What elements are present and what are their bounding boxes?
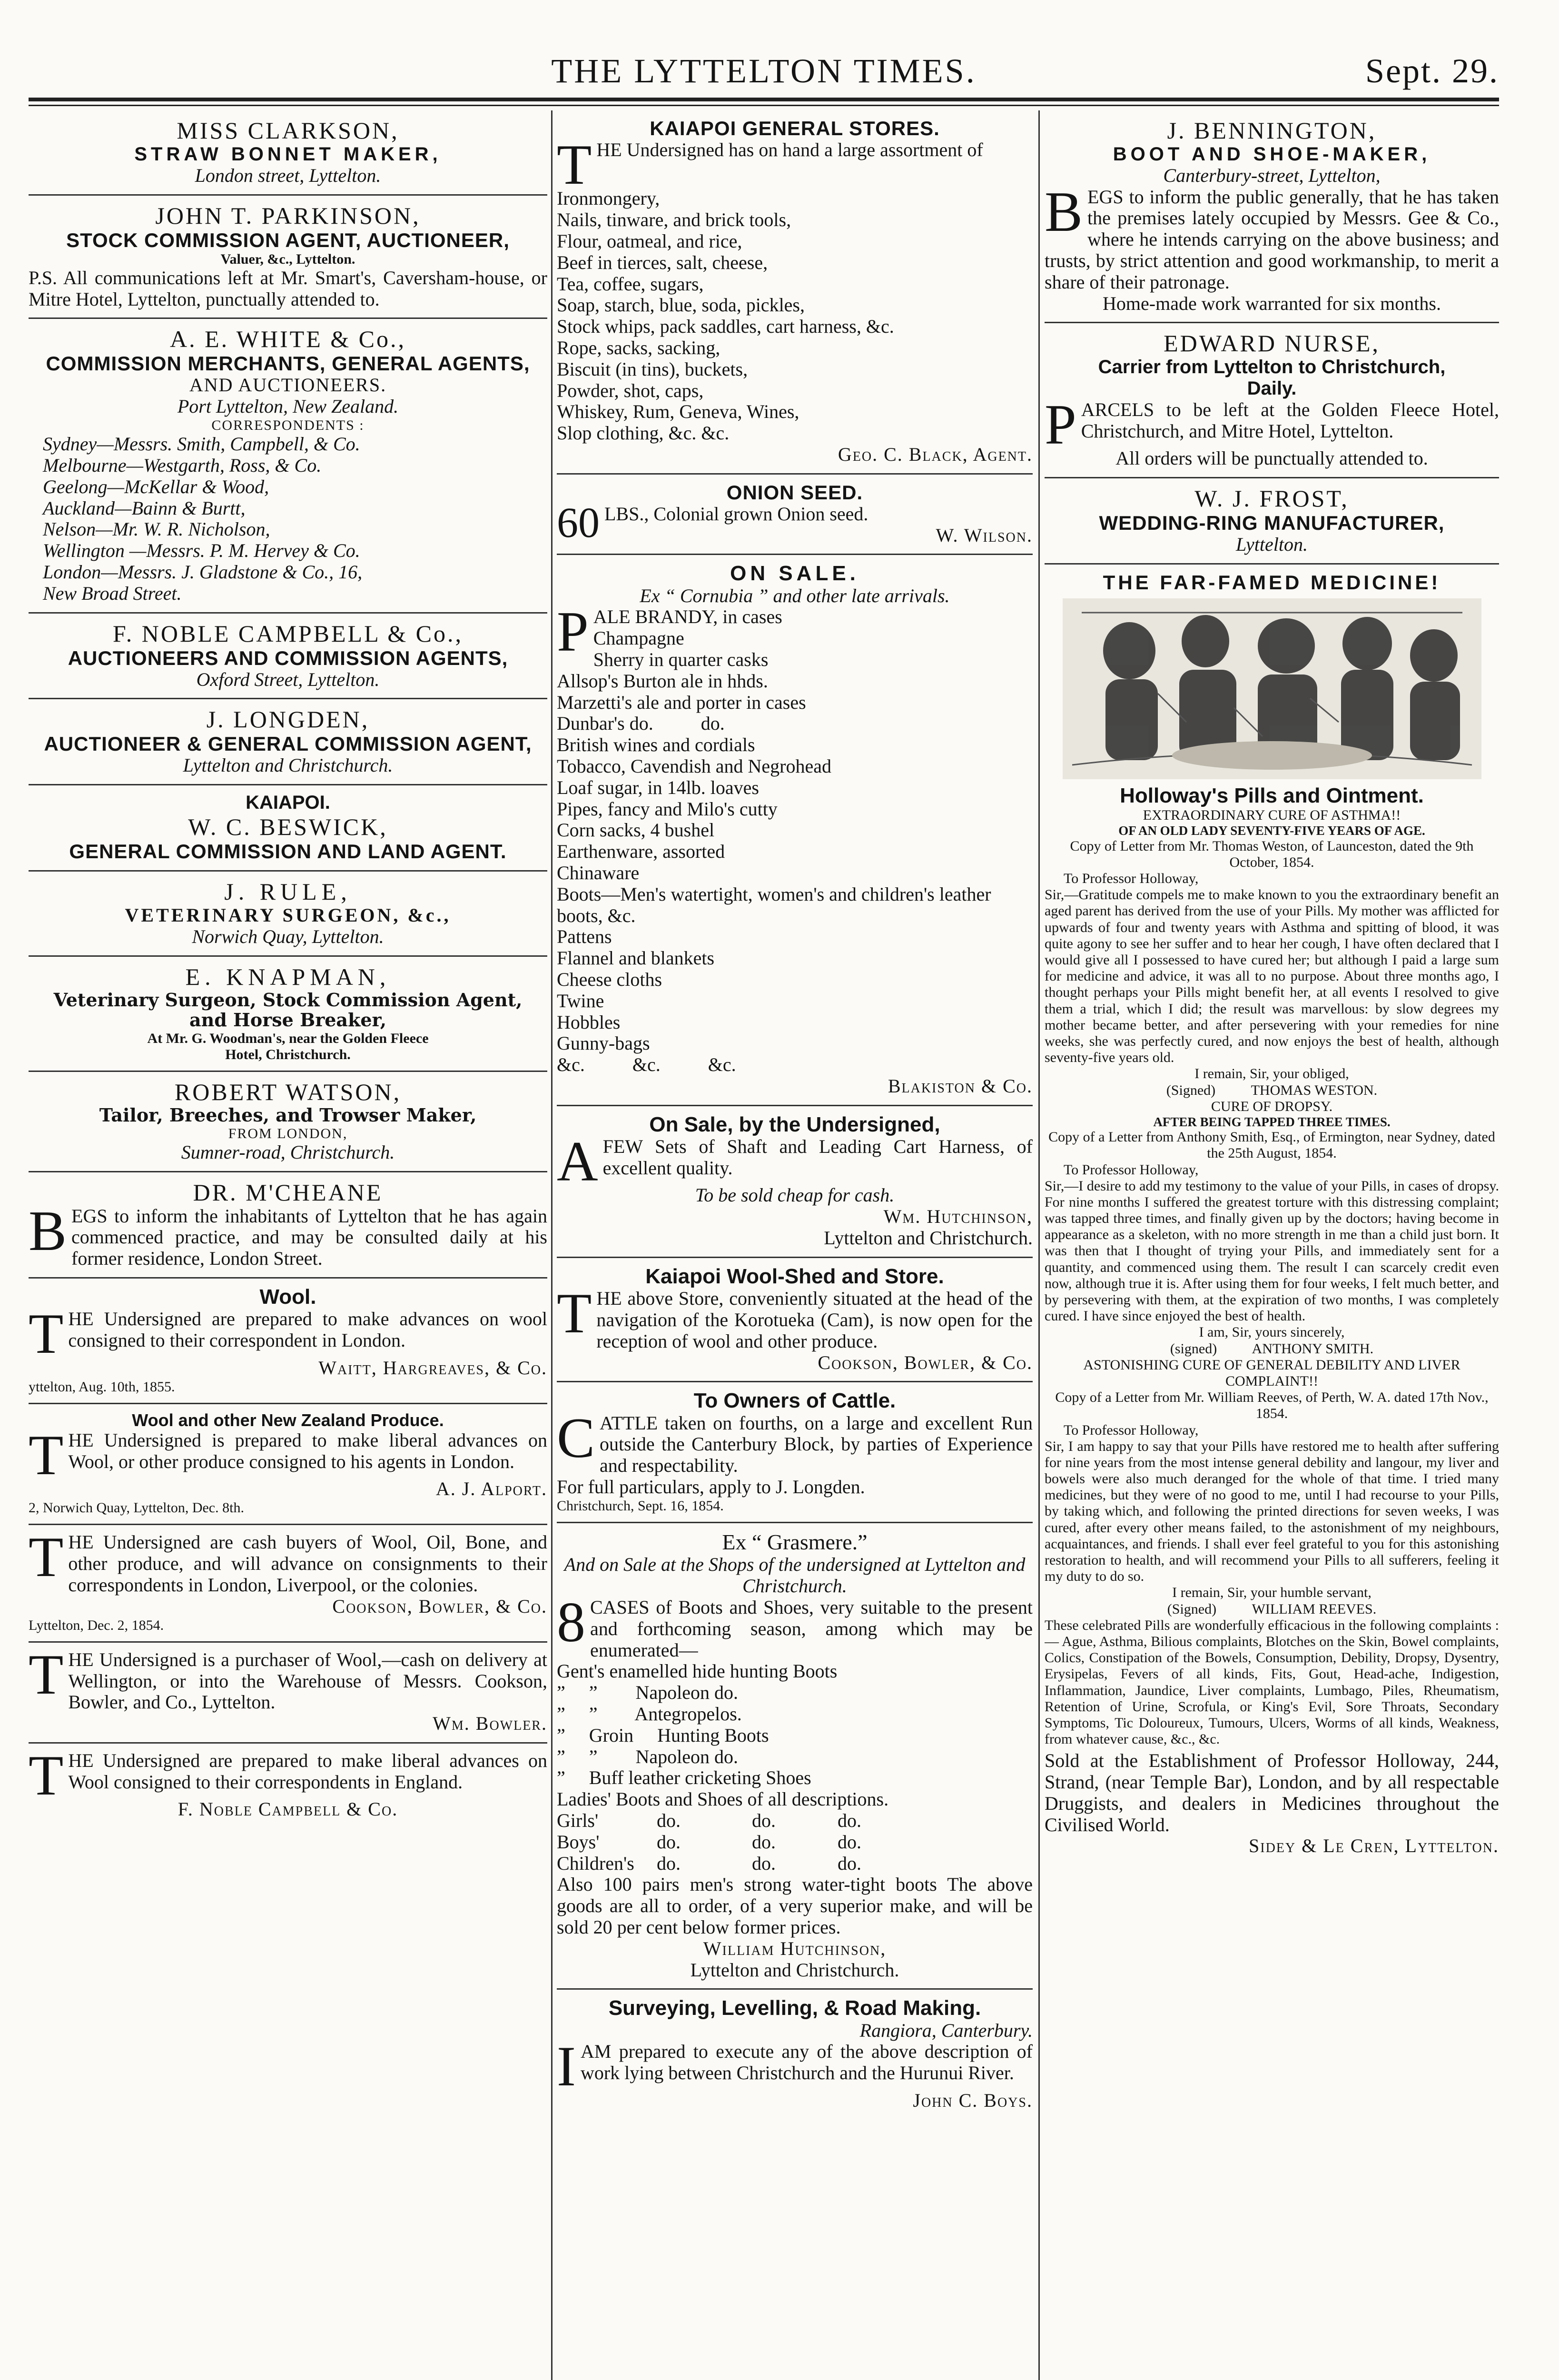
letter-signature: (Signed) THOMAS WESTON.	[1166, 1082, 1378, 1098]
advertiser-name: ROBERT WATSON,	[174, 1079, 402, 1106]
ad-text: HE Undersigned are cash buyers of Wool, Oil, Bone, and other produce, and will advance on consignments to their correspondents in London, Liverpool, or the colonies.	[68, 1531, 547, 1596]
table-cell: do.	[752, 1831, 776, 1853]
address: Hotel, Christchurch.	[225, 1046, 351, 1062]
place: KAIAPOI.	[246, 792, 330, 813]
table-cell: do.	[752, 1810, 776, 1832]
trade: and Horse Breaker,	[189, 1009, 387, 1031]
trade-sub: Daily.	[1247, 378, 1297, 399]
ad-surveying	[557, 1990, 1033, 2119]
ad-text: HE Undersigned has on hand a large assortment of	[596, 139, 983, 161]
ad-nurse	[1045, 323, 1499, 478]
ad-note: Home-made work warranted for six months.	[1103, 292, 1441, 314]
ad-text: P.S. All communications left at Mr. Smart's, Caversham-house, or Mitre Hotel, Lyttelton, punctually attended to.	[29, 267, 547, 310]
list-item: Boots—Men's watertight, women's and children's leather boots, &c.	[557, 883, 991, 926]
ad-date: yttelton, Aug. 10th, 1855.	[29, 1378, 175, 1395]
trade-sub: AND AUCTIONEERS.	[189, 374, 387, 396]
signature-place: Lyttelton and Christchurch.	[824, 1227, 1033, 1249]
ad-text: HE Undersigned is prepared to make liberal advances on Wool, or other produce consigned to his agents in London.	[68, 1429, 547, 1472]
correspondent: Auckland—Bainn & Burtt,	[43, 497, 246, 519]
correspondent: London—Messrs. J. Gladstone & Co., 16,	[43, 561, 363, 583]
list-item: Earthenware, assorted	[557, 841, 725, 863]
signature: Geo. C. Black, Agent.	[838, 443, 1033, 465]
list-item: Powder, shot, caps,	[557, 379, 704, 401]
goods-list	[557, 1661, 1033, 1810]
letter-signature: (signed) ANTHONY SMITH.	[1170, 1340, 1374, 1357]
drop-cap: P	[1045, 392, 1076, 456]
list-item: Corn sacks, 4 bushel	[557, 819, 715, 841]
list-item: ” Groin Hunting Boots	[557, 1724, 769, 1746]
advertiser-name: JOHN T. PARKINSON,	[155, 202, 421, 229]
drop-number: 8	[557, 1590, 585, 1654]
ad-parkinson	[29, 196, 547, 319]
address: Port Lyttelton, New Zealand.	[177, 396, 399, 417]
correspondent: Wellington —Messrs. P. M. Hervey & Co.	[43, 540, 360, 562]
ad-longden	[29, 699, 547, 785]
address: London street, Lyttelton.	[195, 164, 381, 186]
place: Rangiora, Canterbury.	[859, 2019, 1033, 2041]
list-item: ” Buff leather cricketing Shoes	[557, 1767, 811, 1789]
list-item: Tobacco, Cavendish and Negrohead	[557, 755, 831, 777]
list-item: Hobbles	[557, 1011, 621, 1033]
signature: Blakiston & Co.	[888, 1075, 1033, 1097]
list-item: Soap, starch, blue, soda, pickles,	[557, 294, 805, 316]
signature: John C. Boys.	[913, 2089, 1033, 2111]
list-item: Champagne	[593, 627, 684, 649]
drop-cap: B	[1045, 179, 1083, 243]
ad-text: HE Undersigned are prepared to make liberal advances on Wool consigned to their correspondents in England.	[68, 1749, 547, 1793]
ad-date: Lyttelton, Dec. 2, 1854.	[29, 1617, 164, 1633]
ad-heading: Wool.	[259, 1285, 316, 1309]
testimonial-source: Copy of Letter from Mr. Thomas Weston, of Launceston, dated the 9th October, 1854.	[1070, 838, 1474, 870]
ad-text: ARCELS to be left at the Golden Fleece Hotel, Christchurch, and Mitre Hotel, Lyttelton.	[1081, 398, 1499, 442]
ad-noble-campbell	[29, 614, 547, 700]
engraving-illustration	[1063, 598, 1481, 779]
table-cell: do.	[657, 1852, 681, 1874]
testimonial-subheading: OF AN OLD LADY SEVENTY-FIVE YEARS OF AGE.	[1118, 823, 1425, 838]
column-rule	[551, 110, 553, 2380]
salutation: To Professor Holloway,	[1064, 1422, 1199, 1438]
ad-purchaser	[29, 1643, 547, 1744]
list-item: Flannel and blankets	[557, 947, 715, 969]
list-item: Ironmongery,	[557, 188, 660, 209]
column-rule	[1038, 110, 1040, 2380]
ad-knapman	[29, 957, 547, 1072]
advertiser-name: A. E. WHITE & Co.,	[169, 326, 406, 353]
signature: F. Noble Campbell & Co.	[178, 1798, 398, 1820]
trade: Carrier from Lyttelton to Christchurch,	[1098, 357, 1446, 378]
ad-frost	[1045, 478, 1499, 565]
ad-mcheane	[29, 1172, 547, 1279]
ad-subheading: And on Sale at the Shops of the undersigned at Lyttelton and Christchurch.	[564, 1554, 1026, 1597]
trade: WEDDING-RING MANUFACTURER,	[1099, 512, 1445, 535]
list-item: ” ” Napoleon do.	[557, 1682, 739, 1704]
table-cell: do.	[752, 1852, 776, 1874]
ad-heading: To Owners of Cattle.	[693, 1389, 896, 1413]
newspaper-title: THE LYTTELTON TIMES.	[551, 52, 977, 90]
ad-wool-shed	[557, 1258, 1033, 1382]
list-item: Whiskey, Rum, Geneva, Wines,	[557, 401, 799, 423]
ad-beswick	[29, 785, 547, 872]
list-item: British wines and cordials	[557, 734, 755, 756]
ad-subheading: Ex “ Cornubia ” and other late arrivals.	[640, 585, 950, 606]
ad-heading: On Sale, by the Undersigned,	[649, 1112, 940, 1136]
trade: GENERAL COMMISSION AND LAND AGENT.	[69, 840, 507, 863]
drop-cap: T	[29, 1302, 64, 1366]
ad-text: ATTLE taken on fourths, on a large and excellent Run outside the Canterbury Block, by parties of Experience and respectability.	[600, 1412, 1033, 1477]
list-item: Gunny-bags	[557, 1032, 650, 1054]
list-item: Cheese cloths	[557, 969, 662, 991]
list-item: &c. &c. &c.	[557, 1054, 736, 1076]
signature: William Hutchinson,	[703, 1937, 887, 1959]
testimonial-letter: Sir, I am happy to say that your Pills have restored me to health after suffering for nine years from the most intense general debility and langour, my liver and bowels were also much deranged for the whole of that time. I tried many medicines, but they were of no good to me, until I had recourse to your Pills, by taking which, and following the printed directions for seven weeks, I was cured, after every other means failed, to the astonishment of my neighbours, acquaintances, and friends. I shall ever feel grateful to you for this astonishing restoration to health, and will recommend your Pills to all sufferers, feeling it my duty to do so.	[1045, 1438, 1499, 1585]
ad-text: HE above Store, conveniently situated at the head of the navigation of the Korotueka (Cam), is now open for the reception of wool and other produce.	[596, 1288, 1033, 1352]
drop-cap: I	[557, 2034, 576, 2098]
column-3	[1045, 110, 1499, 2380]
trade: Veterinary Surgeon, Stock Commission Agent,	[53, 989, 523, 1011]
advertiser-name: J. RULE,	[224, 878, 352, 905]
drop-cap: T	[29, 1423, 64, 1487]
advertiser-name: MISS CLARKSON,	[177, 117, 399, 144]
trade: STOCK COMMISSION AGENT, AUCTIONEER,	[66, 228, 510, 251]
masthead	[29, 33, 1499, 95]
ad-text: ALE BRANDY, in cases	[593, 606, 782, 628]
advertiser-name: W. C. BESWICK,	[188, 813, 388, 841]
testimonial-letter: Sir,—Gratitude compels me to make known to you the extraordinary benefit an aged parent has derived from the use of your Pills. My mother was afflicted for upwards of four and twenty years with Asthma and spitting of blood, it was quite agony to see her suffer and to hear her cough, I have often declared that I would give all I possessed to have cured her; but although I paid a large sum for medicine and advice, it was all to no purpose. About three months ago, I thought perhaps your Pills might benefit her, at all events I resolved to give them a trial, which I did; the result was marvellous: by slow degrees my mother became better, and after persevering with your remedies for nine weeks, she was perfectly cured, and now enjoys the best of health, although seventy-five years old.	[1045, 887, 1499, 1066]
signature: Wm. Bowler.	[433, 1713, 547, 1735]
advertiser-name: J. BENNINGTON,	[1167, 117, 1377, 144]
ad-subheading: To be sold cheap for cash.	[695, 1184, 895, 1206]
ad-kaiapoi-stores	[557, 110, 1033, 475]
list-item: Pattens	[557, 926, 612, 948]
testimonial-source: Copy of a Letter from Anthony Smith, Esq., of Ermington, near Sydney, dated the 25th August, 1854.	[1048, 1129, 1495, 1161]
ad-onion-seed	[557, 475, 1033, 555]
list-item: Slop clothing, &c. &c.	[557, 422, 730, 444]
drop-cap: T	[557, 1281, 592, 1345]
list-item: Stock whips, pack saddles, cart harness, &c.	[557, 316, 894, 337]
drop-number: 60	[557, 499, 600, 546]
advertiser-name: DR. M'CHEANE	[193, 1179, 383, 1206]
trade: STRAW BONNET MAKER,	[134, 144, 442, 165]
ad-banner: THE FAR-FAMED MEDICINE!	[1103, 571, 1441, 594]
list-item: Rope, sacks, sacking,	[557, 337, 720, 358]
list-item: Twine	[557, 990, 604, 1012]
goods-list	[557, 628, 1033, 1076]
goods-list	[557, 188, 1033, 444]
correspondents-heading: CORRESPONDENTS :	[211, 417, 365, 434]
correspondent: Sydney—Messrs. Smith, Campbell, & Co.	[43, 433, 360, 455]
trade: AUCTIONEER & GENERAL COMMISSION AGENT,	[44, 733, 532, 755]
ad-text: HE Undersigned are prepared to make advances on wool consigned to their correspondent in London.	[68, 1308, 547, 1351]
ad-wool-produce	[29, 1404, 547, 1526]
drop-cap: T	[29, 1525, 64, 1589]
salutation: To Professor Holloway,	[1064, 871, 1199, 887]
drop-cap: T	[29, 1642, 64, 1706]
ad-text: CASES of Boots and Shoes, very suitable to the present and forthcoming season, among which may be enumerated—	[590, 1597, 1033, 1661]
trade: Tailor, Breeches, and Trowser Maker,	[99, 1104, 477, 1126]
ad-text: EGS to inform the inhabitants of Lyttelton that he has again commenced practice, and may be consulted daily at his former residence, London Street.	[71, 1205, 547, 1269]
ad-rule	[29, 872, 547, 957]
ad-grasmere	[557, 1523, 1033, 1990]
testimonial-heading: ASTONISHING CURE OF GENERAL DEBILITY AND LIVER COMPLAINT!!	[1083, 1357, 1460, 1389]
table-cell: do.	[657, 1810, 681, 1832]
ad-on-sale	[557, 555, 1033, 1106]
ad-cash-buyers	[29, 1525, 547, 1642]
testimonial-subheading: AFTER BEING TAPPED THREE TIMES.	[1153, 1114, 1391, 1129]
testimonial-letter: Sir,—I desire to add my testimony to the value of your Pills, in cases of dropsy. For nine months I suffered the greatest torture with this distressing complaint; was tapped three times, and finally given up by the doctors; having become in appearance as a skeleton, with no more strength in me than a child just born. It was then that I thought of trying your Pills, and immediately sent for a quantity, and commenced using them. The result I can scarcely credit even now, although true it is. After using them for four weeks, I felt much better, and by persevering with them, at the expiration of two months, I was completely cured. I have since enjoyed the best of health.	[1045, 1178, 1499, 1324]
trade: AUCTIONEERS AND COMMISSION AGENTS,	[68, 646, 508, 669]
address: Lyttelton and Christchurch.	[183, 754, 393, 776]
testimonial-heading: EXTRAORDINARY CURE OF ASTHMA!!	[1143, 807, 1401, 823]
advertiser-name: W. J. FROST,	[1194, 485, 1349, 512]
ad-text: Sold at the Establishment of Professor Holloway, 244, Strand, (near Temple Bar), London, and by all respectable Druggists, and dealers in Medicines throughout the Civilised World.	[1045, 1750, 1499, 1835]
signature-place: Lyttelton and Christchurch.	[690, 1959, 899, 1981]
column-1	[29, 110, 547, 2380]
address: Norwich Quay, Lyttelton.	[192, 925, 384, 947]
table-cell: Children's	[557, 1852, 634, 1874]
drop-cap: T	[557, 133, 592, 197]
list-item: Nails, tinware, and brick tools,	[557, 209, 791, 231]
table-cell: do.	[838, 1831, 861, 1853]
signature: W. Wilson.	[936, 524, 1033, 546]
address: Sumner-road, Christchurch.	[181, 1141, 395, 1163]
list-item: ” ” Antegropelos.	[557, 1703, 742, 1725]
ad-heading: Wool and other New Zealand Produce.	[132, 1410, 444, 1430]
ad-heading: Surveying, Levelling, & Road Making.	[608, 1996, 981, 2020]
ad-bennington	[1045, 110, 1499, 323]
list-item: Tea, coffee, sugars,	[557, 273, 704, 295]
table-cell: do.	[838, 1810, 861, 1832]
ad-heading: ON SALE.	[730, 562, 859, 585]
drop-cap: A	[557, 1130, 598, 1193]
ad-text: For full particulars, apply to J. Longden.	[557, 1476, 865, 1497]
letter-close: I remain, Sir, your obliged,	[1194, 1066, 1349, 1082]
trade-sub: FROM LONDON,	[228, 1125, 348, 1141]
list-item: Ladies' Boots and Shoes of all descriptions.	[557, 1788, 889, 1810]
correspondent: New Broad Street.	[43, 582, 182, 604]
ad-heading: Holloway's Pills and Ointment.	[1120, 784, 1424, 808]
ad-wool	[29, 1279, 547, 1404]
table-cell: do.	[657, 1831, 681, 1853]
advertiser-name: J. LONGDEN,	[206, 706, 370, 733]
ad-clarkson	[29, 110, 547, 196]
list-item: Flour, oatmeal, and rice,	[557, 230, 742, 252]
address: Canterbury-street, Lyttelton,	[1163, 164, 1381, 186]
signature: Cookson, Bowler, & Co.	[818, 1351, 1033, 1373]
ad-text: Also 100 pairs men's strong water-tight boots The above goods are all to order, of a very superior make, and will be sold 20 per cent below former prices.	[557, 1874, 1033, 1938]
list-item: Allsop's Burton ale in hhds.	[557, 670, 768, 692]
table-cell: Girls'	[557, 1810, 599, 1832]
signature: Waitt, Hargreaves, & Co.	[318, 1357, 547, 1378]
correspondent: Nelson—Mr. W. R. Nicholson,	[43, 518, 270, 540]
complaints-list: These celebrated Pills are wonderfully efficacious in the following complaints :— Ague, Asthma, Bilious complaints, Blotches on the Skin, Bowel complaints, Colics, Constipation of the Bowels, Consumption, Debility, Dropsy, Dysentry, Erysipelas, Fevers of all kinds, Fits, Gout, Head-ache, Indigestion, Inflammation, Jaundice, Liver complaints, Lumbago, Piles, Rheumatism, Retention of Urine, Scrofula, or King's Evil, Sore Throats, Secondary Symptoms, Tic Doloureux, Tumours, Ulcers, Worms of all kinds, Weakness, from whatever cause, &c., &c.	[1045, 1617, 1499, 1747]
list-item: Beef in tierces, salt, cheese,	[557, 251, 768, 273]
ad-text: AM prepared to execute any of the above description of work lying between Christchurch and the Hurunui River.	[580, 2041, 1033, 2084]
signature: Cookson, Bowler, & Co.	[332, 1595, 547, 1617]
list-item: Pipes, fancy and Milo's cutty	[557, 798, 778, 820]
list-item: Chinaware	[557, 862, 640, 884]
list-item: Dunbar's do. do.	[557, 713, 725, 734]
ad-text: LBS., Colonial grown Onion seed.	[604, 503, 868, 525]
list-item: Sherry in quarter casks	[593, 649, 769, 671]
ad-cattle	[557, 1382, 1033, 1523]
ad-white	[29, 319, 547, 613]
ad-text: EGS to inform the public generally, that he has taken the premises lately occupied by Messrs. Gee & Co., where he intends carrying on the above business; and trusts, by strict attention and good workmanship, to merit a share of their patronage.	[1045, 186, 1499, 293]
trade: VETERINARY SURGEON, &c.,	[125, 904, 451, 926]
letter-close: I am, Sir, yours sincerely,	[1199, 1324, 1345, 1340]
goods-table	[557, 1810, 1033, 1874]
drop-cap: T	[29, 1743, 64, 1807]
list-item: Gent's enamelled hide hunting Boots	[557, 1660, 838, 1682]
ad-harness	[557, 1106, 1033, 1258]
signature: A. J. Alport.	[435, 1478, 547, 1500]
ad-holloway	[1045, 565, 1499, 1864]
signature: Wm. Hutchinson,	[883, 1206, 1033, 1228]
trade: BOOT AND SHOE-MAKER,	[1113, 144, 1431, 165]
ad-heading: ONION SEED.	[726, 481, 863, 504]
list-item: Biscuit (in tins), buckets,	[557, 358, 748, 380]
testimonial-heading: CURE OF DROPSY.	[1211, 1098, 1333, 1114]
drop-cap: B	[29, 1199, 67, 1262]
ad-text: HE Undersigned is a purchaser of Wool,—cash on delivery at Wellington, or into the Warehouse of Messrs. Cookson, Bowler, and Co., Lyttelton.	[68, 1648, 547, 1713]
signature: Sidey & Le Cren, Lyttelton.	[1249, 1835, 1499, 1857]
advertiser-name: F. NOBLE CAMPBELL & Co.,	[112, 620, 464, 647]
ad-heading: Ex “ Grasmere.”	[722, 1529, 868, 1554]
ad-date: 2, Norwich Quay, Lyttelton, Dec. 8th.	[29, 1500, 244, 1516]
address: At Mr. G. Woodman's, near the Golden Fleece	[147, 1030, 429, 1046]
salutation: To Professor Holloway,	[1064, 1161, 1199, 1178]
masthead-rule-thin	[29, 105, 1499, 106]
ad-watson	[29, 1072, 547, 1172]
list-item: ” ” Napoleon do.	[557, 1745, 739, 1767]
address: Oxford Street, Lyttelton.	[196, 668, 380, 690]
advertiser-name: E. KNAPMAN,	[185, 963, 391, 990]
ad-liberal-advances	[29, 1744, 547, 1828]
letter-close: I remain, Sir, your humble servant,	[1172, 1585, 1372, 1601]
masthead-rule	[29, 98, 1499, 101]
ad-note: All orders will be punctually attended to.	[1115, 447, 1428, 469]
issue-date: Sept. 29.	[1365, 52, 1499, 90]
table-cell: do.	[838, 1852, 861, 1874]
correspondents-list	[29, 434, 547, 604]
ad-heading: KAIAPOI GENERAL STORES.	[650, 117, 940, 139]
column-2	[557, 110, 1033, 2380]
correspondent: Geelong—McKellar & Wood,	[43, 476, 269, 497]
trade-sub: Valuer, &c., Lyttelton.	[220, 251, 355, 267]
correspondent: Melbourne—Westgarth, Ross, & Co.	[43, 455, 322, 476]
table-cell: Boys'	[557, 1831, 600, 1853]
address: Lyttelton.	[1235, 534, 1308, 555]
ad-date: Christchurch, Sept. 16, 1854.	[557, 1497, 724, 1514]
ad-heading: Kaiapoi Wool-Shed and Store.	[645, 1264, 944, 1288]
ad-text: FEW Sets of Shaft and Leading Cart Harness, of excellent quality.	[602, 1136, 1033, 1179]
drop-cap: P	[557, 600, 589, 664]
letter-signature: (Signed) WILLIAM REEVES.	[1167, 1601, 1377, 1617]
list-item: Marzetti's ale and porter in cases	[557, 691, 806, 713]
drop-cap: C	[557, 1406, 595, 1469]
testimonial-source: Copy of a Letter from Mr. William Reeves, of Perth, W. A. dated 17th Nov., 1854.	[1055, 1389, 1489, 1422]
trade: COMMISSION MERCHANTS, GENERAL AGENTS,	[46, 352, 530, 375]
list-item: Loaf sugar, in 14lb. loaves	[557, 776, 759, 798]
advertiser-name: EDWARD NURSE,	[1164, 330, 1380, 357]
